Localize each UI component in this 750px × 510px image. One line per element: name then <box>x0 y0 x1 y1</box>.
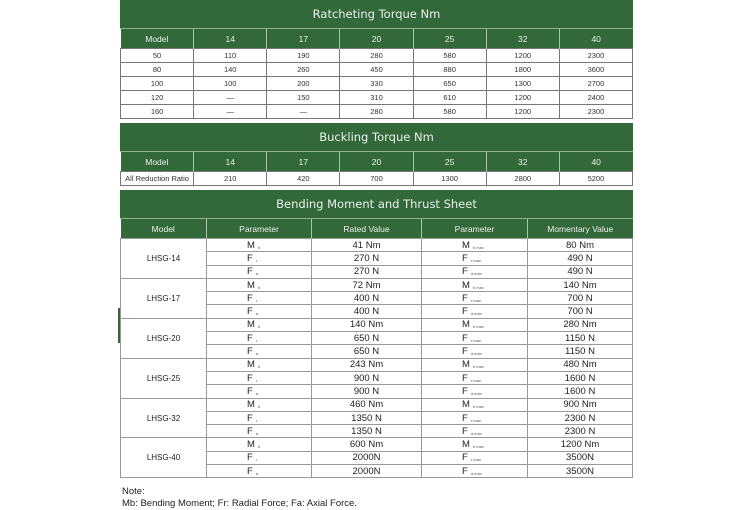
parameter-symbol: F <box>462 452 468 464</box>
rated-value: 1350 N <box>312 425 422 438</box>
rated-value: 41 Nm <box>312 239 422 252</box>
parameter-max-cell <box>422 345 528 358</box>
model-cell: LHSG-40 <box>121 438 207 478</box>
parameter-subscript: b max <box>472 404 484 410</box>
parameter-subscript: b max <box>472 444 484 450</box>
parameter-max-cell <box>422 292 528 305</box>
parameter-cell <box>207 318 312 331</box>
parameter-symbol: M <box>247 279 255 291</box>
rated-value: 270 N <box>312 252 422 265</box>
rated-value: 243 Nm <box>312 358 422 371</box>
table-cell: 580 <box>413 105 486 119</box>
column-header: Model <box>121 219 207 239</box>
table-row <box>121 77 633 91</box>
momentary-value: 140 Nm <box>528 278 633 291</box>
table-row <box>121 278 633 291</box>
parameter-symbol: F <box>462 385 468 397</box>
parameter-max-cell <box>422 465 528 478</box>
parameter-symbol: M <box>462 239 470 251</box>
parameter-max-cell <box>422 305 528 318</box>
parameter-subscript: b <box>257 444 261 450</box>
column-header: 32 <box>486 152 559 172</box>
parameter-cell <box>207 252 312 265</box>
rated-value: 2000N <box>312 465 422 478</box>
table-cell: 160 <box>121 105 194 119</box>
parameter-symbol: F <box>247 306 253 318</box>
parameter-subscript: r max <box>470 457 481 463</box>
rated-value: 140 Nm <box>312 318 422 331</box>
table-cell: 110 <box>194 49 267 63</box>
momentary-value: 700 N <box>528 292 633 305</box>
parameter-symbol: F <box>247 292 253 304</box>
table-cell: 5200 <box>559 172 632 186</box>
momentary-value: 280 Nm <box>528 318 633 331</box>
parameter-subscript: r max <box>470 377 481 383</box>
column-header: 20 <box>340 152 413 172</box>
model-cell: LHSG-17 <box>121 278 207 318</box>
note-text: Mb: Bending Moment; Fr: Radial Force; Fa: Axial Force. <box>122 498 357 510</box>
parameter-symbol: F <box>462 332 468 344</box>
parameter-cell <box>207 465 312 478</box>
parameter-max-cell <box>422 278 528 291</box>
parameter-subscript: a max <box>470 470 482 476</box>
parameter-subscript: a <box>255 430 259 436</box>
column-header: 20 <box>340 29 413 49</box>
table-cell: 330 <box>340 77 413 91</box>
buckling-table <box>120 152 633 186</box>
table-cell: 120 <box>121 91 194 105</box>
parameter-subscript: r max <box>470 337 481 343</box>
column-header: Parameter <box>207 219 312 239</box>
column-header: 25 <box>413 152 486 172</box>
momentary-value: 900 Nm <box>528 398 633 411</box>
parameter-max-cell <box>422 385 528 398</box>
table-cell: 580 <box>413 49 486 63</box>
table-cell: 100 <box>121 77 194 91</box>
parameter-cell <box>207 239 312 252</box>
parameter-max-cell <box>422 358 528 371</box>
parameter-subscript: a max <box>470 390 482 396</box>
table-cell: 310 <box>340 91 413 105</box>
rated-value: 2000N <box>312 451 422 464</box>
parameter-max-cell <box>422 451 528 464</box>
parameter-cell <box>207 425 312 438</box>
table-row <box>121 91 633 105</box>
parameter-max-cell <box>422 252 528 265</box>
table-cell: — <box>194 105 267 119</box>
parameter-symbol: F <box>247 465 253 477</box>
parameter-cell <box>207 438 312 451</box>
column-header: 14 <box>194 29 267 49</box>
column-header: 17 <box>267 29 340 49</box>
parameter-cell <box>207 385 312 398</box>
parameter-symbol: F <box>462 306 468 318</box>
momentary-value: 2300 N <box>528 425 633 438</box>
bending-title: Bending Moment and Thrust Sheet <box>120 190 633 219</box>
parameter-max-cell <box>422 411 528 424</box>
momentary-value: 700 N <box>528 305 633 318</box>
momentary-value: 3500N <box>528 465 633 478</box>
momentary-value: 1200 Nm <box>528 438 633 451</box>
column-header: 25 <box>413 29 486 49</box>
column-header: Model <box>121 29 194 49</box>
parameter-cell <box>207 332 312 345</box>
parameter-subscript: b max <box>472 244 484 250</box>
parameter-symbol: F <box>462 372 468 384</box>
table-row <box>121 63 633 77</box>
table-cell: 3600 <box>559 63 632 77</box>
parameter-symbol: F <box>247 452 253 464</box>
table-row <box>121 105 633 119</box>
column-header: Rated Value <box>312 219 422 239</box>
rated-value: 900 N <box>312 385 422 398</box>
parameter-symbol: F <box>462 465 468 477</box>
table-row <box>121 398 633 411</box>
momentary-value: 1600 N <box>528 385 633 398</box>
table-cell: — <box>194 91 267 105</box>
parameter-symbol: M <box>247 239 255 251</box>
table-cell: 1200 <box>486 49 559 63</box>
momentary-value: 490 N <box>528 265 633 278</box>
table-cell: 650 <box>413 77 486 91</box>
spec-sheet <box>120 0 633 510</box>
parameter-cell <box>207 292 312 305</box>
parameter-symbol: M <box>462 279 470 291</box>
parameter-symbol: M <box>247 399 255 411</box>
parameter-symbol: M <box>247 359 255 371</box>
rated-value: 900 N <box>312 371 422 384</box>
column-header: 32 <box>486 29 559 49</box>
table-cell: 280 <box>340 49 413 63</box>
parameter-subscript: b max <box>472 284 484 290</box>
column-header: 17 <box>267 152 340 172</box>
parameter-symbol: F <box>462 292 468 304</box>
buckling-title: Buckling Torque Nm <box>120 123 633 152</box>
rated-value: 400 N <box>312 305 422 318</box>
note <box>120 478 633 510</box>
parameter-symbol: F <box>247 412 253 424</box>
parameter-subscript: r max <box>470 297 481 303</box>
table-cell: 700 <box>340 172 413 186</box>
table-cell: 200 <box>267 77 340 91</box>
parameter-cell <box>207 398 312 411</box>
column-header: Parameter <box>422 219 528 239</box>
column-header: 40 <box>559 29 632 49</box>
momentary-value: 3500N <box>528 451 633 464</box>
parameter-subscript: r <box>255 257 258 263</box>
momentary-value: 490 N <box>528 252 633 265</box>
table-cell: 210 <box>194 172 267 186</box>
parameter-subscript: a max <box>470 271 482 277</box>
parameter-max-cell <box>422 438 528 451</box>
table-row <box>121 318 633 331</box>
parameter-cell <box>207 411 312 424</box>
model-cell: LHSG-14 <box>121 239 207 279</box>
rated-value: 72 Nm <box>312 278 422 291</box>
table-cell: 2300 <box>559 105 632 119</box>
table-row <box>121 358 633 371</box>
parameter-max-cell <box>422 265 528 278</box>
momentary-value: 2300 N <box>528 411 633 424</box>
parameter-subscript: r <box>255 457 258 463</box>
table-cell: 1200 <box>486 91 559 105</box>
parameter-subscript: a <box>255 271 259 277</box>
parameter-subscript: b <box>257 244 261 250</box>
parameter-subscript: a <box>255 470 259 476</box>
parameter-subscript: b max <box>472 324 484 330</box>
parameter-cell <box>207 371 312 384</box>
table-cell: 50 <box>121 49 194 63</box>
parameter-subscript: b max <box>472 364 484 370</box>
table-row <box>121 438 633 451</box>
table-cell: 190 <box>267 49 340 63</box>
parameter-subscript: r max <box>470 417 481 423</box>
parameter-symbol: F <box>462 412 468 424</box>
table-cell: 2300 <box>559 49 632 63</box>
parameter-cell <box>207 305 312 318</box>
table-cell: — <box>267 105 340 119</box>
parameter-max-cell <box>422 332 528 345</box>
table-cell: 1300 <box>413 172 486 186</box>
parameter-max-cell <box>422 371 528 384</box>
table-cell: 100 <box>194 77 267 91</box>
bending-table <box>120 219 633 478</box>
rated-value: 650 N <box>312 345 422 358</box>
table-cell: 260 <box>267 63 340 77</box>
parameter-subscript: r <box>255 417 258 423</box>
parameter-symbol: F <box>247 332 253 344</box>
rated-value: 460 Nm <box>312 398 422 411</box>
parameter-subscript: a max <box>470 430 482 436</box>
table-cell: 280 <box>340 105 413 119</box>
parameter-symbol: F <box>462 252 468 264</box>
parameter-cell <box>207 345 312 358</box>
model-cell: LHSG-32 <box>121 398 207 438</box>
table-row <box>121 172 633 186</box>
parameter-symbol: F <box>247 266 253 278</box>
column-header: 14 <box>194 152 267 172</box>
parameter-subscript: r <box>255 377 258 383</box>
column-header: Momentary Value <box>528 219 633 239</box>
parameter-symbol: F <box>247 425 253 437</box>
rated-value: 600 Nm <box>312 438 422 451</box>
parameter-subscript: a <box>255 311 259 317</box>
rated-value: 400 N <box>312 292 422 305</box>
table-cell: 610 <box>413 91 486 105</box>
table-cell: 2700 <box>559 77 632 91</box>
momentary-value: 480 Nm <box>528 358 633 371</box>
ratcheting-table <box>120 29 633 119</box>
column-header: Model <box>121 152 194 172</box>
table-cell: 420 <box>267 172 340 186</box>
table-cell: 140 <box>194 63 267 77</box>
parameter-cell <box>207 451 312 464</box>
model-cell: LHSG-20 <box>121 318 207 358</box>
parameter-subscript: r max <box>470 257 481 263</box>
table-cell: 880 <box>413 63 486 77</box>
parameter-symbol: M <box>462 439 470 451</box>
note-title: Note: <box>122 486 145 498</box>
table-cell: 2800 <box>486 172 559 186</box>
parameter-subscript: a max <box>470 351 482 357</box>
table-cell: 150 <box>267 91 340 105</box>
parameter-max-cell <box>422 318 528 331</box>
momentary-value: 1150 N <box>528 345 633 358</box>
table-cell: 450 <box>340 63 413 77</box>
parameter-cell <box>207 358 312 371</box>
model-cell: LHSG-25 <box>121 358 207 398</box>
parameter-subscript: r <box>255 297 258 303</box>
parameter-symbol: F <box>247 252 253 264</box>
parameter-symbol: M <box>462 359 470 371</box>
table-cell: All Reduction Ratio <box>121 172 194 186</box>
parameter-max-cell <box>422 239 528 252</box>
parameter-symbol: F <box>462 425 468 437</box>
parameter-subscript: b <box>257 364 261 370</box>
rated-value: 650 N <box>312 332 422 345</box>
momentary-value: 1150 N <box>528 332 633 345</box>
table-row <box>121 49 633 63</box>
momentary-value: 1600 N <box>528 371 633 384</box>
parameter-max-cell <box>422 425 528 438</box>
rated-value: 270 N <box>312 265 422 278</box>
momentary-value: 80 Nm <box>528 239 633 252</box>
table-cell: 1300 <box>486 77 559 91</box>
parameter-symbol: M <box>247 319 255 331</box>
table-cell: 2400 <box>559 91 632 105</box>
parameter-symbol: M <box>247 439 255 451</box>
parameter-cell <box>207 265 312 278</box>
parameter-symbol: M <box>462 319 470 331</box>
table-cell: 1200 <box>486 105 559 119</box>
ratcheting-title: Ratcheting Torque Nm <box>120 0 633 29</box>
parameter-symbol: F <box>247 346 253 358</box>
parameter-symbol: F <box>462 346 468 358</box>
parameter-subscript: a <box>255 390 259 396</box>
parameter-subscript: r <box>255 337 258 343</box>
parameter-symbol: F <box>462 266 468 278</box>
table-row <box>121 239 633 252</box>
rated-value: 1350 N <box>312 411 422 424</box>
parameter-symbol: M <box>462 399 470 411</box>
parameter-symbol: F <box>247 385 253 397</box>
parameter-cell <box>207 278 312 291</box>
parameter-subscript: a max <box>470 311 482 317</box>
parameter-symbol: F <box>247 372 253 384</box>
table-cell: 1800 <box>486 63 559 77</box>
parameter-subscript: b <box>257 284 261 290</box>
column-header: 40 <box>559 152 632 172</box>
parameter-subscript: b <box>257 404 261 410</box>
parameter-max-cell <box>422 398 528 411</box>
table-cell: 80 <box>121 63 194 77</box>
parameter-subscript: b <box>257 324 261 330</box>
parameter-subscript: a <box>255 351 259 357</box>
